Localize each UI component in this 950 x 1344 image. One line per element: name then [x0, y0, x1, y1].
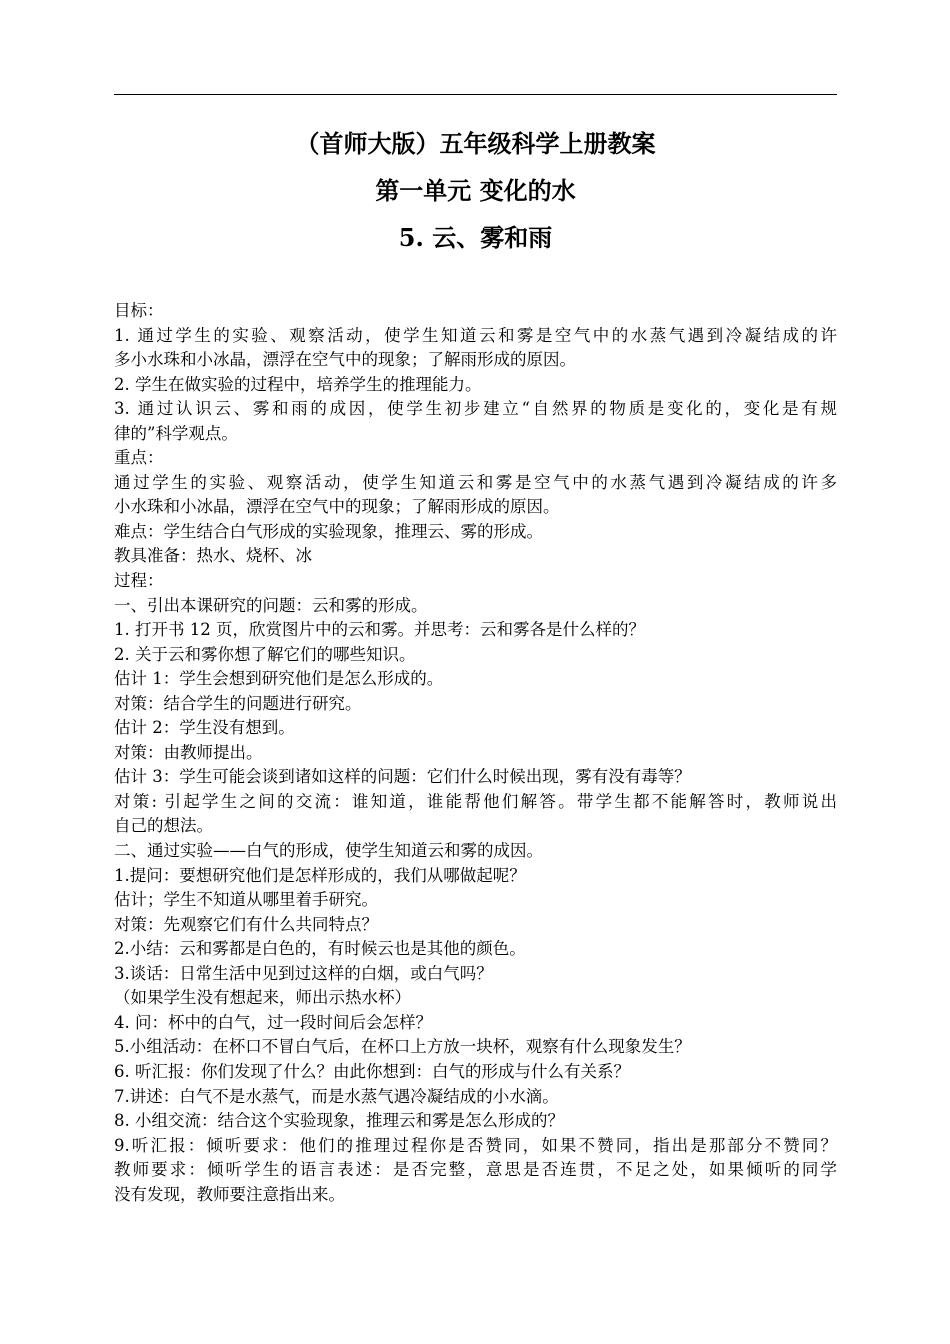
body-line: 8. 小组交流：结合这个实验现象，推理云和雾是怎么形成的？	[114, 1111, 564, 1131]
body-line: 2. 学生在做实验的过程中，培养学生的推理能力。	[114, 374, 482, 394]
body-line: 2. 关于云和雾你想了解它们的哪些知识。	[114, 644, 416, 664]
body-line: 教具准备：热水、烧杯、冰	[114, 546, 312, 566]
body-line: 7.讲述：白气不是水蒸气，而是水蒸气遇冷凝结成的小水滴。	[114, 1086, 559, 1106]
body-line: 估计；学生不知道从哪里着手研究。	[114, 890, 378, 910]
unit-heading: 第一单元 变化的水	[375, 176, 576, 205]
body-line: 对策：由教师提出。	[114, 742, 263, 762]
body-line: 目标：	[114, 301, 164, 320]
body-line: 通过学生的实验、观察活动，使学生知道云和雾是空气中的水蒸气遇到冷凝结成的许多	[114, 472, 837, 492]
body-line: 2.小结：云和雾都是白色的，有时候云也是其他的颜色。	[114, 939, 526, 959]
body-line: 多小水珠和小冰晶，漂浮在空气中的现象；了解雨形成的原因。	[114, 350, 576, 370]
body-line: 对策：结合学生的问题进行研究。	[114, 693, 362, 713]
document-title: （首师大版）五年级科学上册教案	[295, 129, 656, 158]
body-line: 二、通过实验——白气的形成，使学生知道云和雾的成因。	[114, 841, 543, 861]
body-line: 对策：先观察它们有什么共同特点？	[114, 914, 378, 934]
body-line: 4. 问：杯中的白气，过一段时间后会怎样？	[114, 1012, 432, 1032]
body-line: 1. 通过学生的实验、观察活动，使学生知道云和雾是空气中的水蒸气遇到冷凝结成的许	[114, 325, 837, 345]
body-line: 3. 通过认识云、雾和雨的成因，使学生初步建立“自然界的物质是变化的，变化是有规	[114, 399, 837, 419]
body-line: （如果学生没有想起来，师出示热水杯）	[114, 988, 411, 1008]
body-line: 对策: 引起学生之间的交流：谁知道，谁能帮他们解答。带学生都不能解答时，教师说出	[114, 791, 837, 811]
body-line: 重点：	[114, 448, 164, 468]
body-line: 9.听汇报：倾听要求：他们的推理过程你是否赞同，如果不赞同，指出是那部分不赞同？	[114, 1135, 837, 1155]
body-line: 6. 听汇报：你们发现了什么？由此你想到：白气的形成与什么有关系？	[114, 1061, 630, 1081]
body-line: 1.提问：要想研究他们是怎样形成的，我们从哪做起呢？	[114, 865, 526, 885]
lesson-plan-body	[114, 299, 837, 1207]
body-line: 没有发现，教师要注意指出来。	[114, 1184, 345, 1204]
heading-block	[114, 128, 837, 269]
body-line: 一、引出本课研究的问题：云和雾的形成。	[114, 595, 428, 615]
body-line: 难点：学生结合白气形成的实验现象，推理云、雾的形成。	[114, 521, 543, 541]
body-line: 律的”科学观点。	[114, 423, 238, 443]
body-line: 估计 1：学生会想到研究他们是怎么形成的。	[114, 669, 444, 689]
body-line: 估计 2：学生没有想到。	[114, 718, 295, 738]
body-line: 3.谈话：日常生活中见到过这样的白烟，或白气吗？	[114, 963, 493, 983]
header-rule	[114, 94, 837, 95]
body-line: 5.小组活动：在杯口不冒白气后，在杯口上方放一块杯，观察有什么现象发生？	[114, 1037, 691, 1057]
body-line: 小水珠和小冰晶，漂浮在空气中的现象；了解雨形成的原因。	[114, 497, 560, 517]
lesson-heading: 5. 云、雾和雨	[398, 223, 553, 252]
body-line: 估计 3：学生可能会谈到诸如这样的问题：它们什么时候出现，雾有没有毒等？	[114, 767, 691, 787]
body-line: 教师要求：倾听学生的语言表述：是否完整，意思是否连贯，不足之处，如果倾听的同学	[114, 1160, 837, 1180]
body-line: 过程：	[114, 571, 164, 591]
body-line: 1. 打开书 12 页，欣赏图片中的云和雾。并思考：云和雾各是什么样的？	[114, 620, 645, 640]
body-line: 自己的想法。	[114, 816, 213, 836]
